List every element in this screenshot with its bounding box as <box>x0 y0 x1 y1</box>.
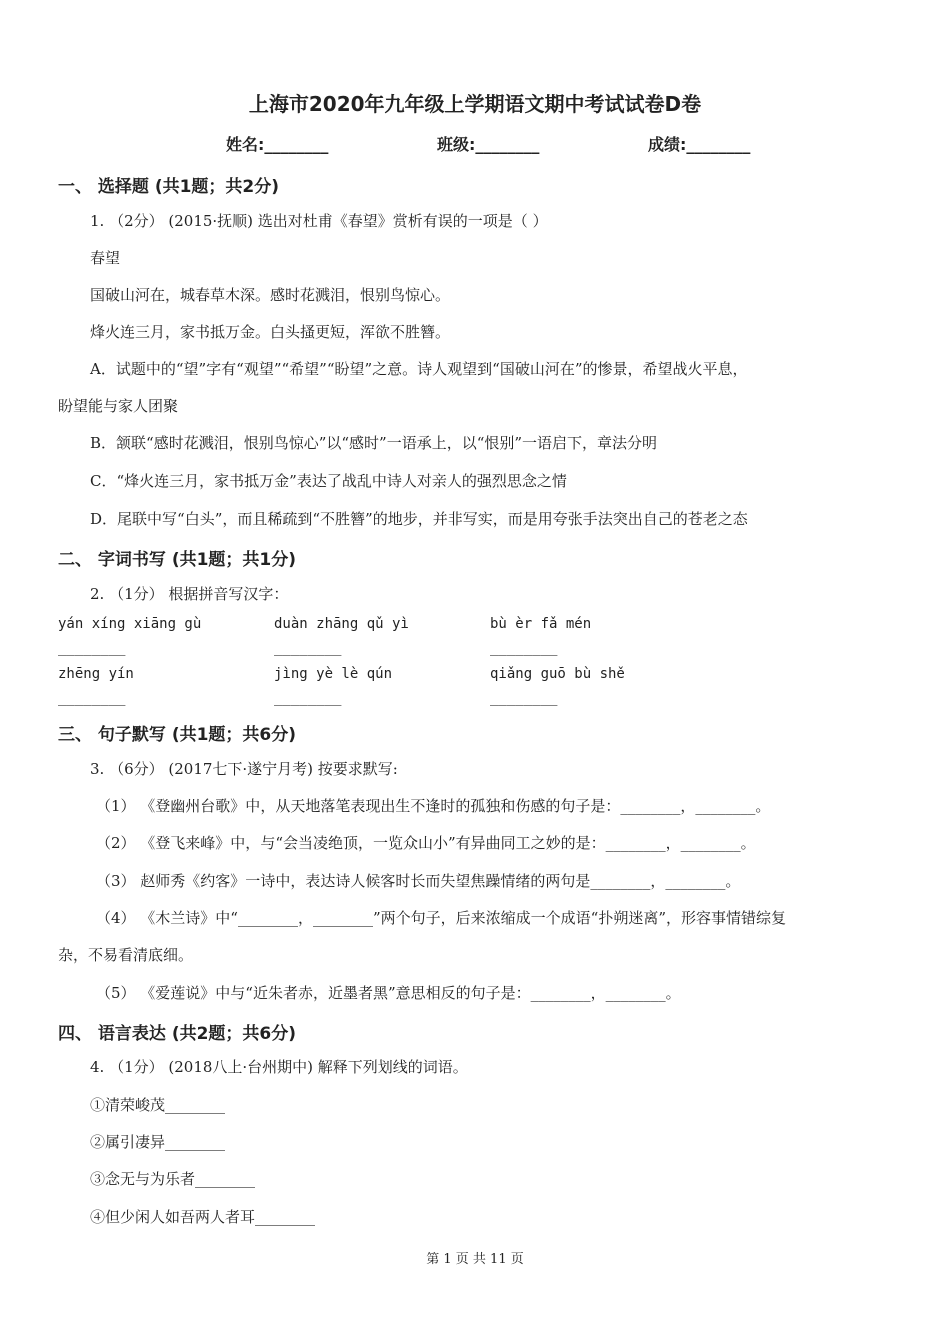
sub-question: （1） 《登幽州台歌》中，从天地落笔表现出生不逢时的孤独和伤感的句子是：________，________。 <box>96 797 771 815</box>
section-heading: 四、 语言表达 (共2题；共6分) <box>58 1024 297 1044</box>
poem-line: 烽火连三月，家书抵万金。白头搔更短，浑欲不胜簪。 <box>90 323 451 341</box>
answer-blank: ________ <box>490 690 558 706</box>
section-heading: 一、 选择题 (共1题；共2分) <box>58 177 280 197</box>
answer-blank: ________ <box>274 640 342 656</box>
question-stem: 4. （1分） (2018八上·台州期中) 解释下列划线的词语。 <box>90 1058 468 1076</box>
page-footer: 第 1 页 共 11 页 <box>426 1252 524 1267</box>
sub-question: ①清荣峻茂________ <box>90 1096 226 1114</box>
answer-blank: ________ <box>58 640 126 656</box>
sub-question: ③念无与为乐者________ <box>90 1170 256 1188</box>
question-stem: 1. （2分） (2015·抚顺) 选出对杜甫《春望》赏析有误的一项是（ ） <box>90 212 548 230</box>
pinyin-item: duàn zhāng qǔ yì <box>274 616 409 632</box>
sub-question: （3） 赵师秀《约客》一诗中，表达诗人候客时长而失望焦躁情绪的两句是________，________。 <box>96 872 741 890</box>
pinyin-item: yán xíng xiāng gù <box>58 616 202 632</box>
sub-question: （4） 《木兰诗》中“________，________”两个句子，后来浓缩成一个成语“扑朔迷离”，形容事情错综复 <box>96 909 786 927</box>
sub-question: （5） 《爱莲说》中与“近朱者赤，近墨者黑”意思相反的句子是：________，________。 <box>96 984 681 1002</box>
option-a-cont: 盼望能与家人团聚 <box>58 397 179 415</box>
poem-line: 国破山河在，城春草木深。感时花溅泪，恨别鸟惊心。 <box>90 286 451 304</box>
sub-question: （2） 《登飞来峰》中，与“会当凌绝顶，一览众山小”有异曲同工之妙的是：________，________。 <box>96 834 756 852</box>
question-stem: 3. （6分） (2017七下·遂宁月考) 按要求默写: <box>90 760 398 778</box>
option-c: C．“烽火连三月，家书抵万金”表达了战乱中诗人对亲人的强烈思念之情 <box>90 472 567 490</box>
section-heading: 三、 句子默写 (共1题；共6分) <box>58 725 297 745</box>
pinyin-item: zhēng yín <box>58 666 134 682</box>
pinyin-item: bù èr fǎ mén <box>490 616 592 632</box>
poem-title: 春望 <box>90 249 121 267</box>
answer-blank: ________ <box>58 690 126 706</box>
answer-blank: ________ <box>274 690 342 706</box>
sub-question: ④但少闲人如吾两人者耳________ <box>90 1208 316 1226</box>
score-field: 成绩:________ <box>648 135 751 154</box>
option-d: D．尾联中写“白头”，而且稀疏到“不胜簪”的地步，并非写实，而是用夸张手法突出自己的苍老之态 <box>90 510 748 528</box>
answer-blank: ________ <box>490 640 558 656</box>
name-field: 姓名:________ <box>226 135 329 154</box>
page-title: 上海市2020年九年级上学期语文期中考试试卷D卷 <box>248 92 702 116</box>
option-a: A．试题中的“望”字有“观望”“希望”“盼望”之意。诗人观望到“国破山河在”的惨景，希望战火平息， <box>90 360 748 378</box>
option-b: B．颔联“感时花溅泪，恨别鸟惊心”以“感时”一语承上，以“恨别”一语启下，章法分明 <box>90 434 658 452</box>
sub-question-cont: 杂，不易看清底细。 <box>58 946 194 964</box>
pinyin-item: qiǎng guō bù shě <box>490 666 625 682</box>
pinyin-item: jìng yè lè qún <box>274 666 393 682</box>
class-field: 班级:________ <box>437 135 540 154</box>
sub-question: ②属引凄异________ <box>90 1133 226 1151</box>
section-heading: 二、 字词书写 (共1题；共1分) <box>58 550 297 570</box>
question-stem: 2. （1分） 根据拼音写汉字： <box>90 585 289 603</box>
